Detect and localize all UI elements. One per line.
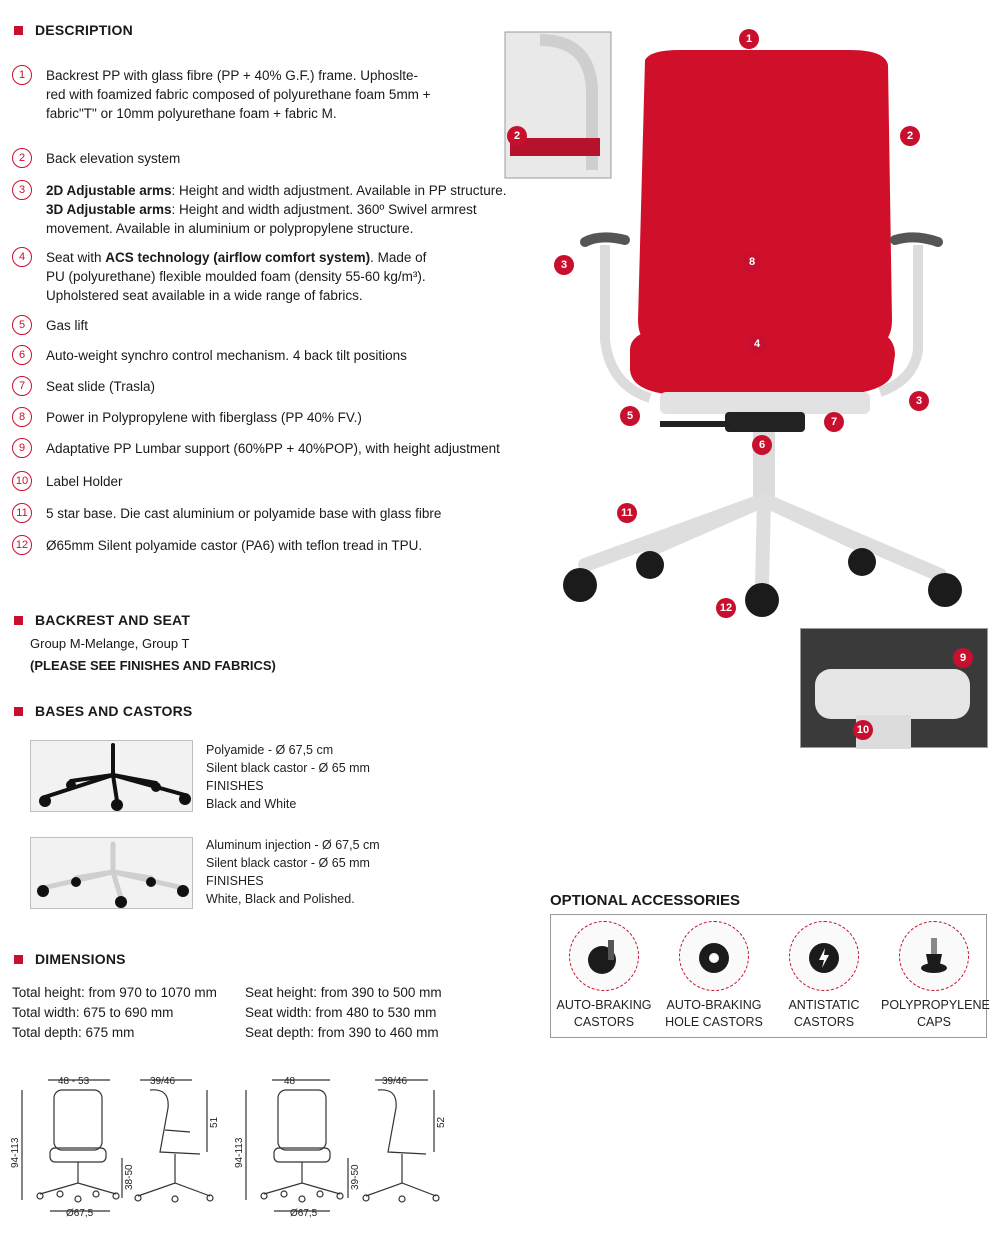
marker-2-inset: 2 xyxy=(507,126,527,146)
item-number: 6 xyxy=(12,345,32,365)
black-base-icon xyxy=(31,741,194,813)
accessory-polypropylene-caps: POLYPROPYLENE CAPS xyxy=(881,921,987,1031)
desc-item-5: 5 Gas lift xyxy=(12,316,88,335)
marker-10: 10 xyxy=(853,720,873,740)
desc-item-12: 12 Ø65mm Silent polyamide castor (PA6) with teflon tread in TPU. xyxy=(12,536,422,555)
backrest-note: (PLEASE SEE FINISHES AND FABRICS) xyxy=(30,658,276,673)
marker-1: 1 xyxy=(739,29,759,49)
item-number: 9 xyxy=(12,438,32,458)
marker-3-left: 3 xyxy=(554,255,574,275)
height-label: 94-113 xyxy=(10,1137,21,1168)
back-height-label: 52 xyxy=(436,1116,447,1128)
dimensions-seat: Seat height: from 390 to 500 mm Seat width: from 480 to 530 mm Seat depth: from 390 to 460 mm xyxy=(245,985,442,1040)
height-label: 94-113 xyxy=(234,1137,245,1168)
desc-item-7: 7 Seat slide (Trasla) xyxy=(12,377,155,396)
antistatic-castor-icon xyxy=(789,921,859,991)
marker-12: 12 xyxy=(716,598,736,618)
item-number: 2 xyxy=(12,148,32,168)
marker-3-right: 3 xyxy=(909,391,929,411)
accessory-antistatic-castors: ANTISTATIC CASTORS xyxy=(771,921,877,1031)
chair-illustration xyxy=(500,20,980,630)
lumbar-support xyxy=(815,669,970,719)
polyamide-base-image xyxy=(30,740,193,812)
polyamide-base-specs: Polyamide - Ø 67,5 cm Silent black castor - Ø 65 mm FINISHES Black and White xyxy=(206,743,370,811)
cap-icon xyxy=(899,921,969,991)
width-label: 48 xyxy=(284,1076,296,1087)
base-label: Ø67,5 xyxy=(290,1208,318,1219)
item-number: 4 xyxy=(12,247,32,267)
section-bullet xyxy=(14,707,23,716)
marker-9: 9 xyxy=(953,648,973,668)
back-height-label: 51 xyxy=(209,1116,220,1128)
aluminum-base-specs: Aluminum injection - Ø 67,5 cm Silent black castor - Ø 65 mm FINISHES White, Black and Polished. xyxy=(206,838,380,906)
desc-item-4: 4 Seat with ACS technology (airflow comfort system). Made of PU (polyurethane) flexible moulded foam (density 55-60 kg/m³). Upholstered seat available in a wide range of fabrics. xyxy=(12,248,426,305)
dimensions-total: Total height: from 970 to 1070 mm Total width: 675 to 690 mm Total depth: 675 mm xyxy=(12,985,217,1040)
description-heading: DESCRIPTION xyxy=(14,22,133,38)
section-bullet xyxy=(14,26,23,35)
marker-11: 11 xyxy=(617,503,637,523)
bases-heading: BASES AND CASTORS xyxy=(14,703,192,719)
marker-8: 8 xyxy=(742,252,762,272)
desc-item-11: 11 5 star base. Die cast aluminium or polyamide base with glass fibre xyxy=(12,504,441,523)
desc-item-1: 1 Backrest PP with glass fibre (PP + 40% G.F.) frame. Uphoslte- red with foamized fabric composed of polyurethane foam 5mm + fabric"T" or 10mm polyurethane foam + fabric M. xyxy=(12,66,431,123)
dimension-drawings xyxy=(10,1068,450,1228)
item-number: 11 xyxy=(12,503,32,523)
marker-5: 5 xyxy=(620,406,640,426)
accessories-heading: OPTIONAL ACCESSORIES xyxy=(550,892,741,909)
marker-4: 4 xyxy=(747,334,767,354)
backrest-heading: BACKREST AND SEAT xyxy=(14,612,190,628)
section-bullet xyxy=(14,616,23,625)
desc-item-3: 3 2D Adjustable arms: Height and width adjustment. Available in PP structure. 3D Adjustable arms: Height and width adjustment. 360º Swivel armrest movement. Available in aluminium or polypropylene structure. xyxy=(12,181,507,238)
accessory-auto-braking-castors: AUTO-BRAKING CASTORS xyxy=(551,921,657,1031)
seat-height-label: 38-50 xyxy=(124,1164,135,1190)
desc-item-10: 10 Label Holder xyxy=(12,472,123,491)
aluminum-base-icon xyxy=(31,838,194,910)
item-number: 1 xyxy=(12,65,32,85)
seat-height-label: 39-50 xyxy=(350,1164,361,1190)
hole-castor-icon xyxy=(679,921,749,991)
desc-item-2: 2 Back elevation system xyxy=(12,149,180,168)
section-bullet xyxy=(14,955,23,964)
marker-7: 7 xyxy=(824,412,844,432)
marker-6: 6 xyxy=(752,435,772,455)
lumbar-detail-inset xyxy=(800,628,988,748)
accessories-panel xyxy=(550,914,990,1038)
width-label: 48 - 53 xyxy=(58,1076,90,1087)
item-number: 12 xyxy=(12,535,32,555)
base-label: Ø67,5 xyxy=(66,1208,94,1219)
item-number: 3 xyxy=(12,180,32,200)
depth-label: 39/46 xyxy=(150,1076,176,1087)
desc-item-8: 8 Power in Polypropylene with fiberglass (PP 40% FV.) xyxy=(12,408,362,427)
depth-label: 39/46 xyxy=(382,1076,408,1087)
marker-2: 2 xyxy=(900,126,920,146)
desc-item-9: 9 Adaptative PP Lumbar support (60%PP + 40%POP), with height adjustment xyxy=(12,439,500,458)
castor-icon xyxy=(569,921,639,991)
desc-item-6: 6 Auto-weight synchro control mechanism. 4 back tilt positions xyxy=(12,346,407,365)
backrest-groups: Group M-Melange, Group T xyxy=(30,636,190,651)
item-number: 5 xyxy=(12,315,32,335)
dimensions-heading: DIMENSIONS xyxy=(14,951,126,967)
aluminum-base-image xyxy=(30,837,193,909)
item-number: 10 xyxy=(12,471,32,491)
item-number: 8 xyxy=(12,407,32,427)
accessory-auto-braking-hole-castors: AUTO-BRAKING HOLE CASTORS xyxy=(661,921,767,1031)
item-number: 7 xyxy=(12,376,32,396)
